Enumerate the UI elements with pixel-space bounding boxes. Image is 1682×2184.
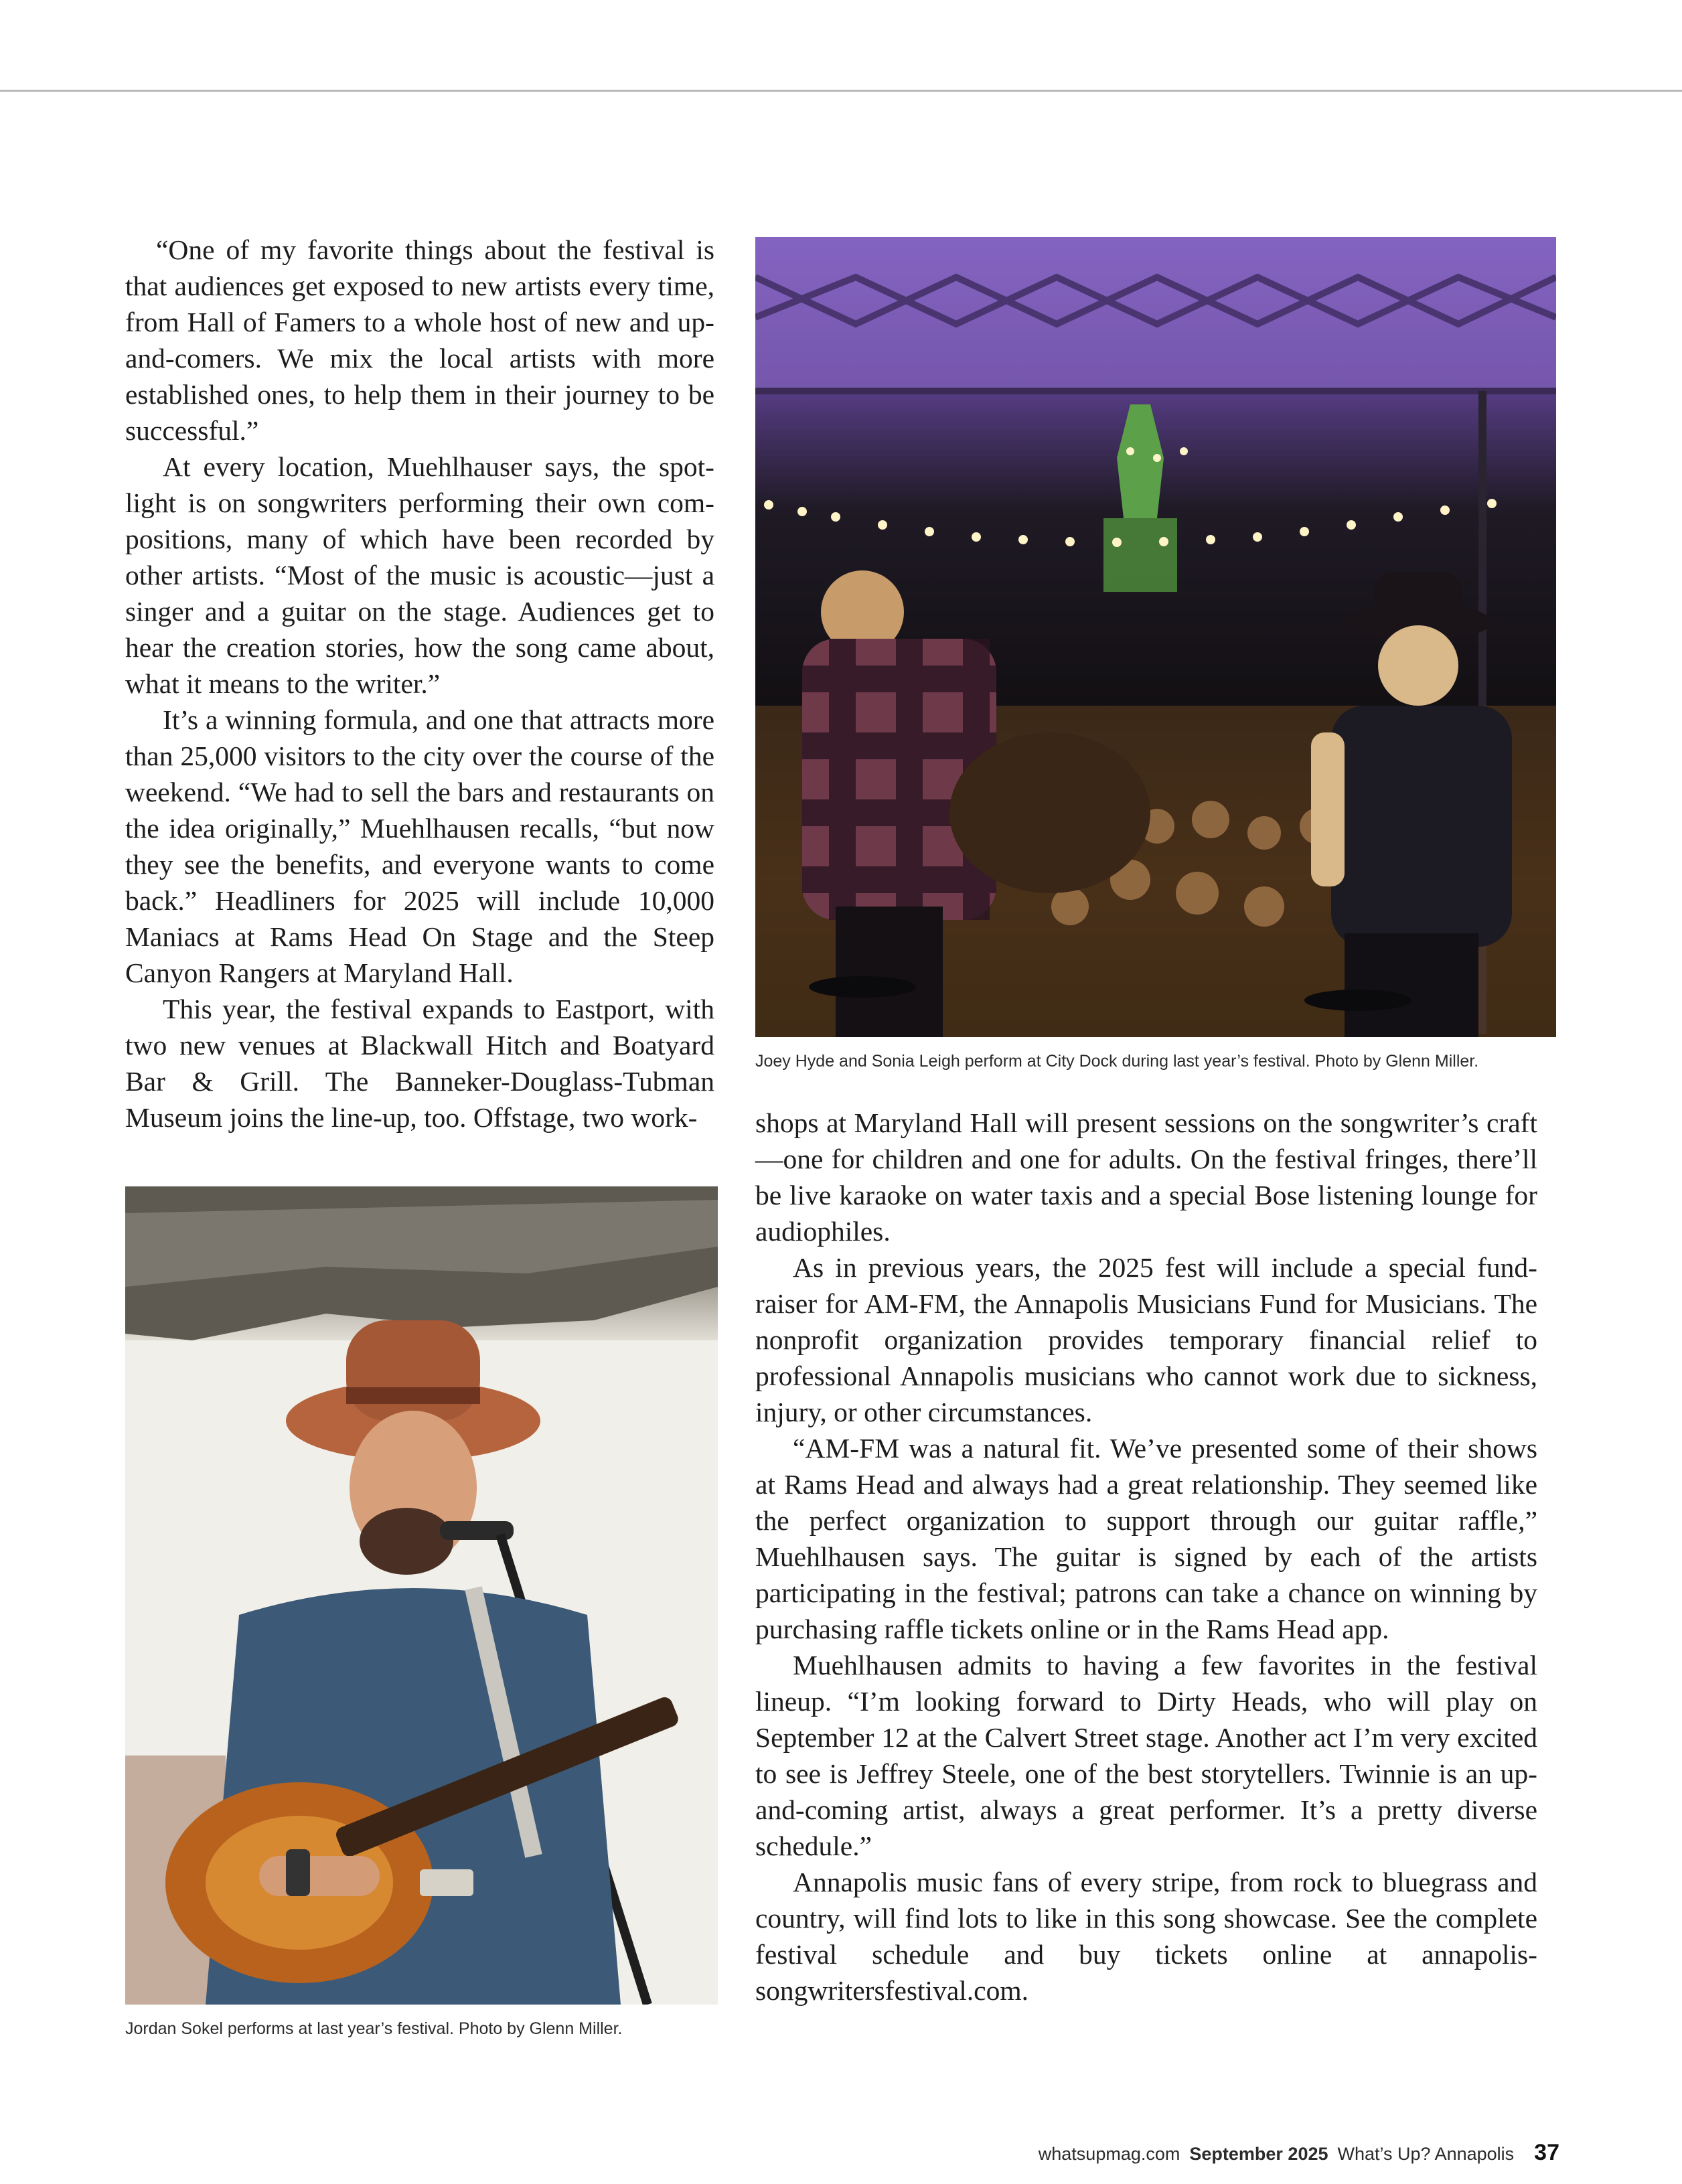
footer-issue: September 2025 xyxy=(1189,2144,1328,2164)
guitarist-illustration xyxy=(125,1186,718,2005)
page-footer xyxy=(1039,2140,1559,2166)
top-photo-caption: Joey Hyde and Sonia Leigh perform at City Dock during last year’s festival. Photo by Glenn Miller. xyxy=(755,1052,1479,1071)
page-number: 37 xyxy=(1534,2140,1559,2165)
paragraph: This year, the festival expands to Eastport, with two new venues at Blackwall Hitch and Boatyard Bar & Grill. The Banneker-Douglass-Tubman Museum joins the line-up, too. Offstage, two work- xyxy=(125,994,714,1133)
left-text-column xyxy=(125,232,714,1136)
paragraph: It’s a winning formula, and one that attracts more than 25,000 visitors to the city over the course of the weekend. “We had to sell the bars and restaurants on the idea originally,” Muehlhausen recalls, “but now they see the benefits, and everyone wants to come back.” Headliners for 2025 will include 10,000 Maniacs at Rams Head On Stage and the Steep Canyon Rangers at Maryland Hall. xyxy=(125,704,714,988)
paragraph: “AM-FM was a natural fit. We’ve presented some of their shows at Rams Head and always had a great relationship. They seemed like the perfect organization to support through our guitar raffle,” Muehlhausen says. The guitar is signed by each of the artists participating in the festival; patrons can take a chance on winning by purchasing raffle tickets online or in the Rams Head app. xyxy=(755,1433,1537,1644)
paragraph: Annapolis music fans of every stripe, from rock to bluegrass and country, will find lots to like in this song showcase. See the complete festival schedule and buy tickets online at annapolis-songwritersfestival.com. xyxy=(755,1867,1537,2006)
bottom-photo-caption: Jordan Sokel performs at last year’s festival. Photo by Glenn Miller. xyxy=(125,2019,623,2038)
paragraph: Muehlhausen admits to having a few favorites in the festival lineup. “I’m looking forward to Dirty Heads, who will play on September 12 at the Calvert Street stage. Another act I’m very excited to see is Jeffrey Steele, one of the best storytellers. Twinnie is an up-and-coming artist, always a great performer. It’s a pretty diverse schedule.” xyxy=(755,1650,1537,1861)
footer-site: whatsupmag.com xyxy=(1038,2144,1180,2164)
paragraph: At every location, Muehlhauser says, the spotlight is on songwriters performing their own compositions, many of which have been recorded by other artists. “Most of the music is acoustic—just a singer and a guitar on the stage. Audiences get to hear the creation stories, how the song came about, what it means to the writer.” xyxy=(125,451,714,699)
paragraph: “One of my favorite things about the festival is that audiences get exposed to new artists every time, from Hall of Famers to a whole host of new and up-and-comers. We mix the local artists with more established ones, to help them in their journey to be successful.” xyxy=(125,234,714,446)
paragraph: As in previous years, the 2025 fest will include a special fundraiser for AM-FM, the Annapolis Musicians Fund for Musicians. The nonprofit organization provides temporary financial relief to professional Annapolis musicians who cannot work due to sickness, injury, or other circumstances. xyxy=(755,1252,1537,1427)
header-rule xyxy=(0,90,1682,92)
right-text-column xyxy=(755,1105,1537,2009)
concert-stage-photo xyxy=(755,237,1556,1037)
footer-publication: What’s Up? Annapolis xyxy=(1337,2144,1515,2164)
concert-stage-illustration xyxy=(755,237,1556,1037)
paragraph: shops at Maryland Hall will present sessions on the songwriter’s craft—one for children and one for adults. On the festival fringes, there’ll be live karaoke on water taxis and a special Bose listening lounge for audiophiles. xyxy=(755,1107,1537,1247)
guitarist-photo xyxy=(125,1186,718,2005)
